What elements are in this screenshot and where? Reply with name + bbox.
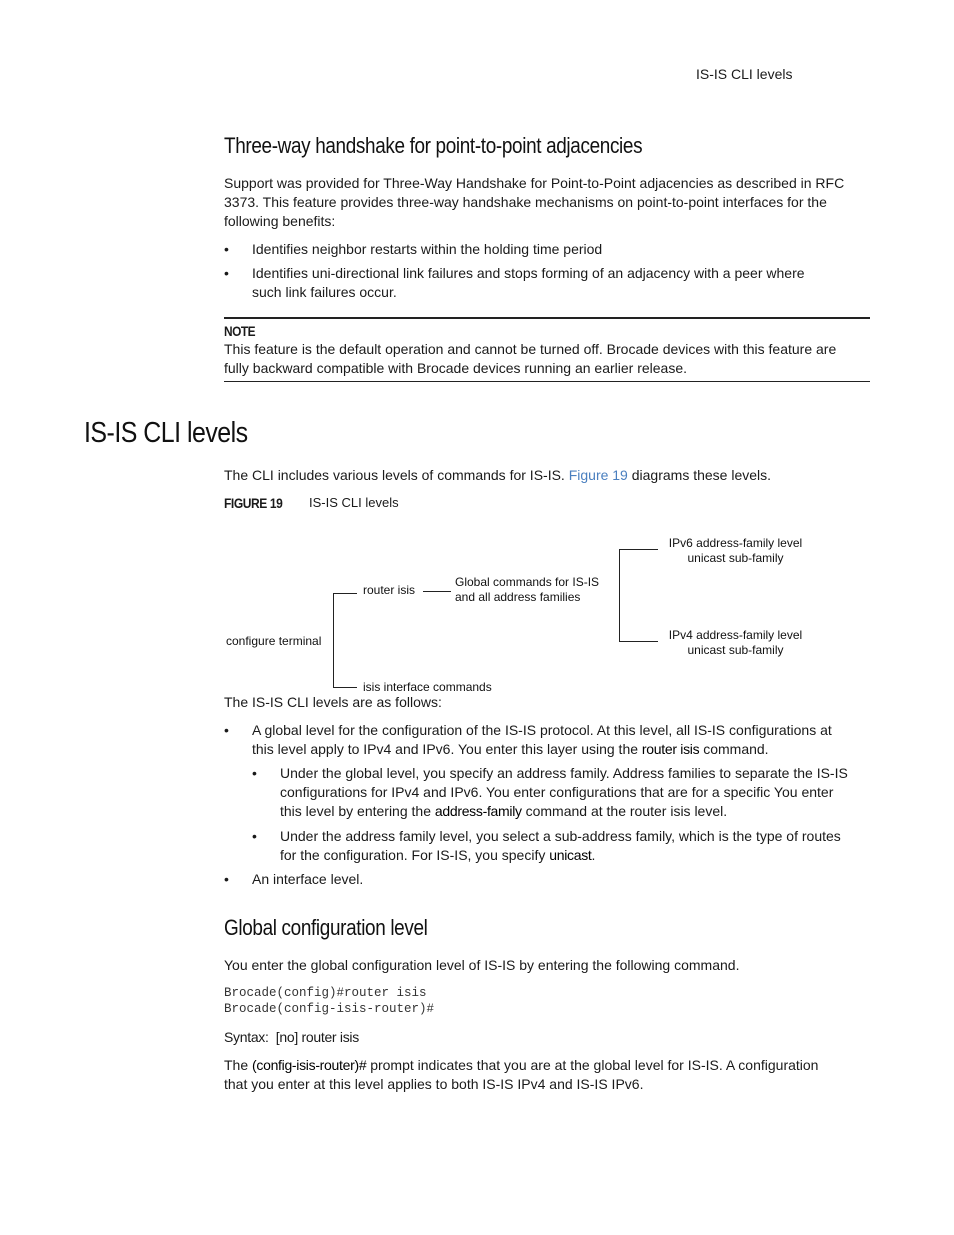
diagram-node-router-isis: router isis [363,583,416,597]
list-item-line: Under the address family level, you select a sub-address family, which is the type of routes [280,828,841,844]
intro-prefix: The CLI includes various levels of commands for IS-IS. [224,467,569,483]
list-item-line: A global level for the configuration of the IS-IS protocol. At this level, all IS-IS configurations at [252,722,832,738]
list-item-line [280,802,848,821]
text-run: for the configuration. For IS-IS, you specify [280,847,550,863]
list-item-line [252,740,832,759]
paragraph-line: that you enter at this level applies to both IS-IS IPv4 and IS-IS IPv6. [224,1076,644,1092]
list-item-text [280,827,841,865]
text-run: command at the router isis level. [521,803,728,819]
list-item-text: Identifies neighbor restarts within the holding time period [252,241,603,257]
figure-label: FIGURE 19 [224,495,283,511]
bullet-icon: • [252,828,257,844]
text-run: . [591,847,596,863]
diagram-node-line: and all address families [455,590,581,604]
syntax-value: [no] router isis [275,1029,359,1045]
intro-line: following benefits: [224,213,336,229]
levels-intro: The IS-IS CLI levels are as follows: [224,694,442,710]
command-text: address-family [434,803,522,819]
list-item-text [280,764,848,821]
list-item [224,870,870,889]
section3-intro: You enter the global configuration level of IS-IS by entering the following command. [224,957,740,973]
bullet-icon: • [224,241,229,257]
diagram-node-line: Global commands for IS-IS [455,575,600,589]
figure-title: IS-IS CLI levels [309,495,399,510]
text-run: command. [699,741,769,757]
syntax-label: Syntax: [224,1029,269,1045]
list-item-line: such link failures occur. [252,284,397,300]
section-heading-global-configuration-level: Global configuration level [224,915,428,940]
diagram-node-line: unicast sub-family [687,551,784,565]
bullet-icon: • [224,722,229,738]
bullet-icon: • [224,871,229,887]
command-text: router isis [641,741,700,757]
command-text: unicast [549,847,592,863]
note-line: fully backward compatible with Brocade devices running an earlier release. [224,360,688,376]
list-item [224,721,870,759]
text-run: The [224,1057,253,1073]
note-label: NOTE [224,323,256,339]
running-head: IS-IS CLI levels [696,66,793,82]
diagram-node-line: unicast sub-family [687,643,784,657]
diagram-node-ipv4 [667,628,804,658]
code-line: Brocade(config-isis-router)# [224,1002,435,1016]
paragraph-line [224,1056,870,1075]
syntax-line [224,1029,359,1045]
diagram-node-line: IPv6 address-family level [668,536,803,550]
intro-suffix: diagrams these levels. [627,467,772,483]
bullet-icon: • [252,765,257,781]
list-item-line: configurations for IPv4 and IPv6. You enter configurations that are for a specific You enter [280,784,834,800]
list-item-line: Identifies uni-directional link failures and stops forming of an adjacency with a peer where [252,265,805,281]
command-text: (config-isis-router)# [252,1057,367,1073]
list-item-text: An interface level. [252,871,364,887]
bullet-icon: • [224,265,229,281]
diagram-node-configure-terminal: configure terminal [226,634,322,648]
list-item-line: Under the global level, you specify an address family. Address families to separate the IS-IS [280,765,848,781]
intro-line: 3373. This feature provides three-way handshake mechanisms on point-to-point interfaces for the [224,194,827,210]
diagram-node-isis-interface: isis interface commands [363,680,492,694]
section3-paragraph [224,1056,870,1094]
figure-link[interactable]: Figure 19 [568,467,628,483]
diagram-node-line: IPv4 address-family level [668,628,803,642]
code-block [224,985,434,1017]
list-item [252,764,870,821]
note-line: This feature is the default operation and cannot be turned off. Brocade devices with this feature are [224,341,837,357]
list-item-line [280,846,841,865]
text-run: this level apply to IPv4 and IPv6. You enter this layer using the [252,741,642,757]
list-item [252,827,870,865]
text-run: this level by entering the [280,803,435,819]
diagram-node-ipv6 [667,536,804,566]
section-heading-isis-cli-levels: IS-IS CLI levels [84,417,248,449]
text-run: prompt indicates that you are at the global level for IS-IS. A configuration [366,1057,819,1073]
list-item-text [252,721,832,759]
section-heading-three-way-handshake: Three-way handshake for point-to-point adjacencies [224,133,643,158]
intro-line: Support was provided for Three-Way Handshake for Point-to-Point adjacencies as described in RFC [224,175,845,191]
diagram-node-global-commands [455,575,599,605]
code-line: Brocade(config)#router isis [224,986,427,1000]
